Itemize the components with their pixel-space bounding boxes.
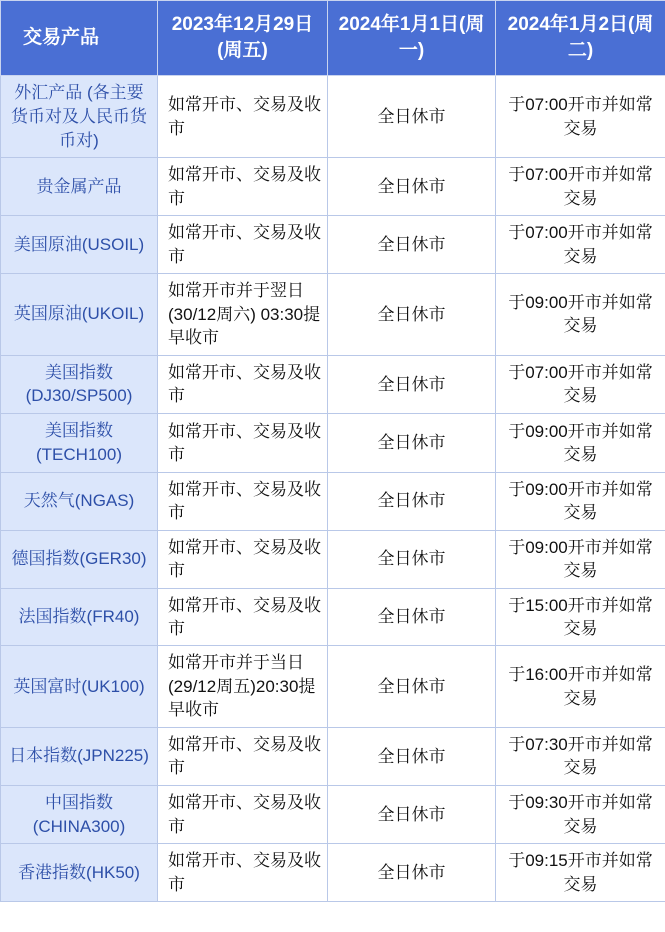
cell-date-1: 如常开市、交易及收市 — [158, 844, 328, 902]
cell-date-1: 如常开市、交易及收市 — [158, 588, 328, 646]
cell-date-2: 全日休市 — [328, 588, 496, 646]
cell-date-2: 全日休市 — [328, 844, 496, 902]
cell-product: 美国原油(USOIL) — [1, 216, 158, 274]
cell-product: 法国指数(FR40) — [1, 588, 158, 646]
table-row — [1, 414, 665, 473]
cell-product: 英国富时(UK100) — [1, 646, 158, 727]
cell-date-1: 如常开市、交易及收市 — [158, 472, 328, 530]
table-row — [1, 472, 665, 530]
cell-product: 香港指数(HK50) — [1, 844, 158, 902]
cell-date-1: 如常开市并于当日(29/12周五)20:30提早收市 — [158, 646, 328, 727]
cell-product: 德国指数(GER30) — [1, 530, 158, 588]
table-row — [1, 158, 665, 216]
cell-date-3: 于09:00开市并如常交易 — [496, 274, 665, 355]
cell-product: 天然气(NGAS) — [1, 472, 158, 530]
table-body — [1, 76, 665, 902]
cell-product: 美国指数(DJ30/SP500) — [1, 355, 158, 414]
cell-date-2: 全日休市 — [328, 646, 496, 727]
cell-date-2: 全日休市 — [328, 472, 496, 530]
cell-date-3: 于09:30开市并如常交易 — [496, 785, 665, 844]
cell-date-2: 全日休市 — [328, 785, 496, 844]
table-row — [1, 530, 665, 588]
cell-date-2: 全日休市 — [328, 158, 496, 216]
cell-date-2: 全日休市 — [328, 727, 496, 785]
cell-date-3: 于09:00开市并如常交易 — [496, 530, 665, 588]
column-header-product: 交易产品 — [1, 1, 158, 76]
cell-product: 日本指数(JPN225) — [1, 727, 158, 785]
table-header-row — [1, 1, 665, 76]
column-header-date-1: 2023年12月29日(周五) — [158, 1, 328, 76]
cell-date-3: 于07:00开市并如常交易 — [496, 355, 665, 414]
column-header-date-2: 2024年1月1日(周一) — [328, 1, 496, 76]
column-header-date-3: 2024年1月2日(周二) — [496, 1, 665, 76]
cell-date-2: 全日休市 — [328, 530, 496, 588]
cell-date-1: 如常开市、交易及收市 — [158, 158, 328, 216]
cell-date-3: 于07:00开市并如常交易 — [496, 158, 665, 216]
table-row — [1, 727, 665, 785]
cell-product: 外汇产品 (各主要货币对及人民币货币对) — [1, 76, 158, 158]
table-row — [1, 274, 665, 355]
cell-product: 中国指数(CHINA300) — [1, 785, 158, 844]
cell-date-3: 于07:30开市并如常交易 — [496, 727, 665, 785]
cell-date-1: 如常开市、交易及收市 — [158, 530, 328, 588]
table-row — [1, 646, 665, 727]
cell-date-1: 如常开市、交易及收市 — [158, 76, 328, 158]
cell-date-1: 如常开市、交易及收市 — [158, 216, 328, 274]
cell-date-1: 如常开市、交易及收市 — [158, 414, 328, 473]
table-row — [1, 844, 665, 902]
cell-date-1: 如常开市、交易及收市 — [158, 727, 328, 785]
table-row — [1, 216, 665, 274]
cell-product: 英国原油(UKOIL) — [1, 274, 158, 355]
cell-product: 贵金属产品 — [1, 158, 158, 216]
table-row — [1, 355, 665, 414]
cell-date-2: 全日休市 — [328, 414, 496, 473]
cell-date-1: 如常开市、交易及收市 — [158, 355, 328, 414]
cell-date-1: 如常开市并于翌日(30/12周六) 03:30提早收市 — [158, 274, 328, 355]
table-header — [1, 1, 665, 76]
cell-date-1: 如常开市、交易及收市 — [158, 785, 328, 844]
cell-date-3: 于07:00开市并如常交易 — [496, 216, 665, 274]
cell-date-2: 全日休市 — [328, 274, 496, 355]
table-row — [1, 785, 665, 844]
cell-date-2: 全日休市 — [328, 76, 496, 158]
table-row — [1, 588, 665, 646]
cell-date-3: 于07:00开市并如常交易 — [496, 76, 665, 158]
cell-date-3: 于16:00开市并如常交易 — [496, 646, 665, 727]
cell-date-2: 全日休市 — [328, 216, 496, 274]
table-row — [1, 76, 665, 158]
cell-product: 美国指数(TECH100) — [1, 414, 158, 473]
cell-date-3: 于09:15开市并如常交易 — [496, 844, 665, 902]
cell-date-3: 于09:00开市并如常交易 — [496, 414, 665, 473]
cell-date-2: 全日休市 — [328, 355, 496, 414]
cell-date-3: 于09:00开市并如常交易 — [496, 472, 665, 530]
cell-date-3: 于15:00开市并如常交易 — [496, 588, 665, 646]
